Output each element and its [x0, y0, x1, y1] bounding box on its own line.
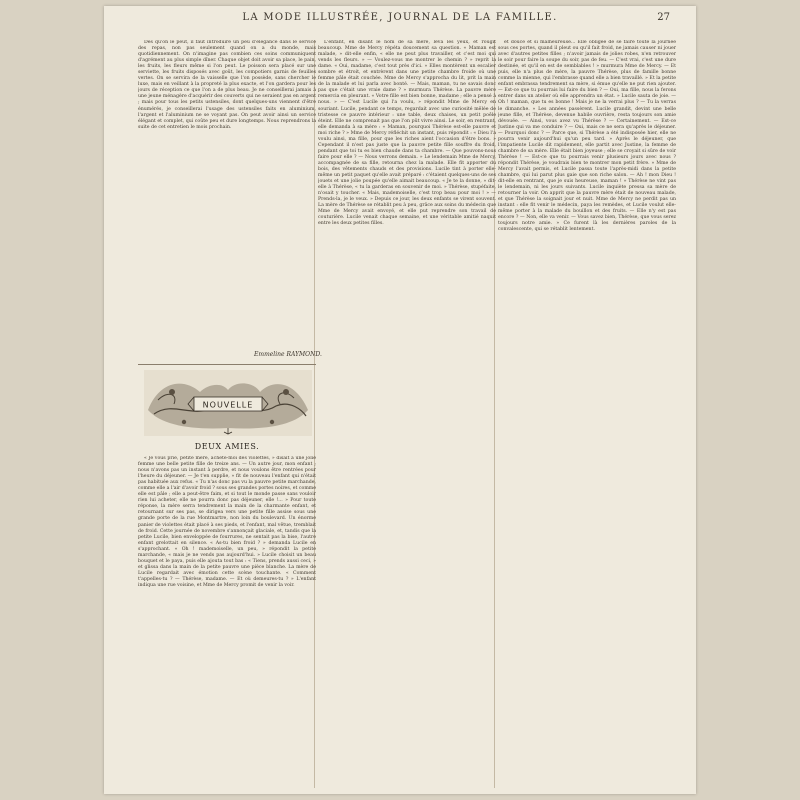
story-body: et douce et si malheureuse... Elle obligée de se faire toute la journée sous ces portes, quand il pleut ou qu'il fait froid, ne jamais causer ni jouer avec d'autres petites filles ; n'avoir jamais de jolies robes, n'en retrouver le soir pour faire la soupe du soir, pas de feu. — C'est vrai, c'est une dure destinée, et qu'il en est de semblables ! » murmura Mme de Mercy. — Et puis, elle n'a plus de mère, la pauvre Thérèse, plus de famille bonne comme la mienne, qui l'embrasse quand elle a bien travaillé. » Et la petite enfant embrassa tendrement sa mère, si émue qu'elle ne put rien ajouter. — Est-ce que tu pourrais lui faire du bien ? — Oui, ma fille, nous la ferons entrer dans un atelier où elle apprendra un état. » Lucile sauta de joie. — Oh ! maman, que tu es bonne ! Mais je ne la verrai plus ? — Tu la verras le dimanche. » Les années passèrent. Lucile grandit, devint une belle jeune fille, et Thérèse, devenue habile ouvrière, resta toujours son amie dévouée. — Ainsi, vous avez vu Thérèse ? — Certainement. — Est-ce Justine qui va me conduire ? — Oui, mais ce ne sera qu'après le déjeuner. — Pourquoi donc ? — Parce que, si Thérèse a été indisposée hier, elle ne pourra venir aujourd'hui qu'un peu tard. » Après le déjeuner, que l'impatiente Lucile dit rapidement, elle partit avec Justine, la femme de chambre de sa mère. Elle était bien joyeuse ; elle se croyait si sûre de voir Thérèse ! — Est-ce que tu pourrais venir plusieurs jours avec nous ? répondit Thérèse, je voudrais bien te montrer mon petit frère. » Mme de Mercy l'avait permis, et Lucile passa toute l'après-midi dans la petite chambre, qui lui parut plus gaie que son riche salon. — Ah ! mon Dieu ! dit-elle en rentrant, que je suis heureuse, maman ! » Thérèse ne vint pas le lendemain, ni les jours suivants. Lucile inquiète pressa sa mère de retourner la voir. On apprit que la pauvre mère était de nouveau malade, et que Thérèse la soignait jour et nuit. Mme de Mercy ne perdit pas un instant : elle fit venir le médecin, paya les remèdes, et Lucile voulut elle-même porter à la malade du bouillon et des fruits. — Elle n'y est pas encore ? — Non, elle va venir. — Vous savez bien, Thérèse, que vous serez toujours notre amie. » Ce furent là les dernières paroles de la convalescente, qui se rétablit lentement.	[498, 40, 676, 233]
article-signature: Emmeline RAYMOND.	[254, 351, 322, 358]
story-column-2	[318, 40, 496, 788]
story-column-1	[138, 456, 316, 786]
banner-label: NOUVELLE	[202, 400, 254, 410]
page-title: LA MODE ILLUSTRÉE, JOURNAL DE LA FAMILLE.	[242, 12, 558, 23]
story-column-3	[498, 40, 676, 788]
newspaper-page	[104, 6, 696, 794]
story-title: DEUX AMIES.	[194, 442, 260, 451]
story-body: « Je vous prie, petite mère, achète-moi des violettes, » disait à une jolie femme une belle petite fille de treize ans. — Un autre jour, mon enfant ; nous n'avons pas un instant à perdre, et nous voulons être rentrées pour l'heure du déjeuner. — Je t'en supplie, » fit de nouveau l'enfant qui n'était pas habituée aux refus. « Tu n'as donc pas vu la pauvre petite marchande, comme elle a l'air d'avoir froid ? sous ses grandes portes noires, et comme elle est pâle ; elle a peut-être faim, et si tout le monde passe sans vouloir rien lui acheter, elle ne pourra donc pas déjeuner, elle !... » Pour toute réponse, la mère serra tendrement la main de la charmante enfant, et retournant sur ses pas, se dirigea vers une petite fille assise sous une grande porte de la rue Montmartre, non loin du boulevard. Un énorme panier de violettes était placé à ses pieds, et l'enfant, mal vêtue, tremblait de froid. Cette journée de novembre s'annonçait glaciale, et, tandis que la petite Lucile, bien enveloppée de fourrures, ne sentait pas la bise, l'autre enfant grelottait en silence. « As-tu bien froid ? » demanda Lucile en s'approchant. « Oh ! mademoiselle, un peu, » répondit la petite marchande, « mais je ne vends pas aujourd'hui. » Lucile choisit un beau bouquet et le paya, puis elle ajouta tout bas : « Tiens, prends aussi ceci, » et glissa dans la main de la petite pauvre une pièce blanche. La mère de Lucile regardait avec émotion cette scène touchante. « Comment t'appelles-tu ? — Thérèse, madame. — Et où demeures-tu ? » L'enfant indiqua une rue voisine, et Mme de Mercy promit de venir la voir.	[138, 456, 316, 588]
story-body: L'enfant, en disant le nom de sa mère, leva les yeux, et rougit beaucoup. Mme de Mercy répéta doucement sa question. « Maman est malade, » dit-elle enfin, « elle ne peut plus travailler, et c'est moi qui vends les fleurs. » — Voulez-vous me montrer le chemin ? » reprit la dame. « Oui, madame, c'est tout près d'ici. » Elles montèrent un escalier sombre et étroit, et entrèrent dans une petite chambre froide où une femme pâle était couchée. Mme de Mercy s'approcha du lit, prit la main de la malade et lui parla avec bonté. — Mais, maman, tu ne savais donc pas que c'était une vraie dame ? » murmura Thérèse. La pauvre mère remercia en pleurant. « Votre fille est bien bonne, madame ; elle a pensé à nous. » — C'est Lucile qui l'a voulu, » répondit Mme de Mercy en souriant. Lucile, pendant ce temps, regardait avec une curiosité mêlée de tristesse ce pauvre intérieur : une table, deux chaises, un petit poêle éteint. Elle ne comprenait pas que l'on pût vivre ainsi. Le soir, en rentrant, elle demanda à sa mère : « Maman, pourquoi Thérèse est-elle pauvre et moi riche ? » Mme de Mercy réfléchit un instant, puis répondit : « Dieu l'a voulu ainsi, ma fille, pour que les riches aient l'occasion d'être bons. » Cependant il n'est pas juste que la pauvre petite fille souffre du froid, pendant que toi tu es bien chaude dans ta chambre. — Que pouvons-nous faire pour elle ? — Nous verrons demain. » Le lendemain Mme de Mercy, accompagnée de sa fille, retourna chez la malade. Elle fit apporter du bois, des vêtements chauds et des provisions. Lucile tint à porter elle-même un petit paquet qu'elle avait préparé : c'étaient quelques-uns de ses jouets et une jolie poupée qu'elle aimait beaucoup. « Je te la donne, » dit-elle à Thérèse, « tu la garderas en souvenir de moi. » Thérèse, stupéfaite, n'osait y toucher. « Mais, mademoiselle, c'est trop beau pour moi ! » — Prends-la, je le veux. » Depuis ce jour, les deux enfants se virent souvent. La mère de Thérèse se rétablit peu à peu, grâce aux soins du médecin que Mme de Mercy avait envoyé, et elle put reprendre son travail de couturière. Lucile venait chaque semaine, et une véritable amitié naquit entre les deux petites filles.	[318, 40, 496, 227]
article-column-1	[138, 40, 316, 342]
section-rule	[138, 364, 316, 365]
running-head	[104, 10, 696, 28]
article-body: Dès qu'on le peut, il faut introduire un peu d'élégance dans le service des repas, non pas seulement quand on a du monde, mais quotidiennement. On n'imagine pas combien ces soins communiquent d'agrément au plus simple dîner. Chaque objet doit avoir sa place, le pain, les fruits, les fleurs même si l'on peut. Le poisson sera placé sur une serviette, les fruits disposés avec goût, les compotiers garnis de feuilles vertes. On se servira de la vaisselle que l'on possède, sans chercher le luxe, mais en veillant à la propreté la plus exacte, et l'on gardera pour les jours de réception ce que l'on a de plus beau. Je ne conseillerai jamais à une jeune ménagère d'acquérir des couverts qui ne seraient pas en argent ; mais pour tous les petits ustensiles, dont quelques-uns viennent d'être énumérés, je conseillerai l'usage des ustensiles faits en aluminium, l'argent et l'aluminium ne se voyant pas. On peut avoir ainsi un service élégant et complet, qui coûte peu et dure longtemps. Nous reprendrons la suite de cet entretien le mois prochain.	[138, 40, 316, 130]
page-number: 27	[657, 12, 670, 23]
nouvelle-vignette	[144, 370, 312, 436]
